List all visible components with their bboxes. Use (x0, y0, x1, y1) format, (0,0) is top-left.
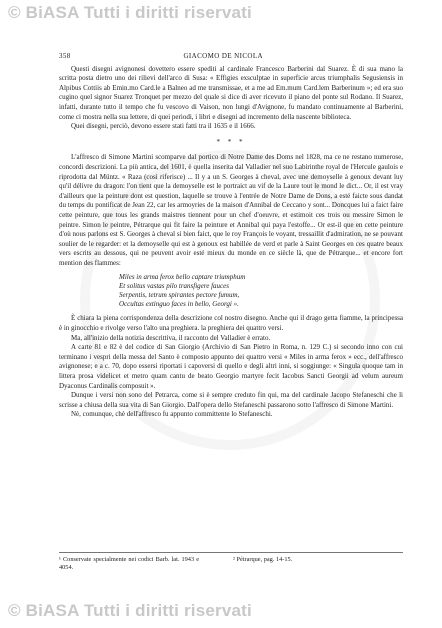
paragraph: L'affresco di Simone Martini scomparve dal portico di Notre Dame des Doms nel 1828, ma ce ne restano numerose, concordi descrizioni. La più antica, del 1601, è quella inserita dal Valladier nel suo Labirinthe royal de l'Hercule gaulois e riprodotta dal Müntz. « Raza (così riferisce) ... Il y a un S. Georges à cheval, avec une demoyselle à genoux devant luy qu'il délivre du dragon: l'on tient que la demoyselle est le portraict au vif de la Laure tout le mond le dict... Or, il est vray d'ailleurs que la peinture dont est question, laquelle se trouve à l'entrée de Notre Dame de Dons, a esté faicte sous dandat du temps du pontificat de Jean 22, car les armoyries de la maison d'Annibal de Ceccano y sont... Doncques lui a faict faire cette peinture, que tous les grands maistres tiennent pour un chef d'oeuvre, et estimoit ces trois ou messire Simon le peintre. Simon le peintre, Pétrarque qui fit faire la peinture et Annibal qui paya l'estoffe... Or est-il que en cette peinture d'où nous parlons est S. Georges à cheval si bien faict, que le roy François le voyant, tressaillit d'admiration, ne se pouvant soulier de le regarder: et la demoyselle qui est à genoux est habillée de verd et parle à Saint Georges en ces quatre beaux vers escrits au dessous, qui ne peuvent avoir esté mieux du monde en ce siècle là, que de Pétrarque... et encore fort mention des flammes: (59, 153, 403, 267)
page-header (59, 52, 403, 62)
verse-line: Et solitus vastas pilo transfigere fauces (119, 282, 229, 291)
verse-line: Serpentis, tetrum spirantes pectore fumum, (119, 291, 240, 300)
footnote: ¹ Conservate specialmente nei codici Barb. lat. 1943 e 4054. (59, 556, 199, 571)
verse-quote (119, 273, 403, 309)
page-number: 358 (59, 52, 71, 60)
book-page (59, 52, 403, 594)
paragraph: Nè, comunque, chè dell'affresco fu appunto committente lo Stefaneschi. (71, 410, 273, 419)
verse-line: Miles in arma ferox bello captare triumphum (119, 273, 246, 282)
paragraph: Questi disegni avignonesi dovettero essere spediti al cardinale Francesco Barberini dal Suarez. È di sua mano la scritta posta dietro uno dei rilievi dell'arco di Susa: « Effigies exsculptae in superficie arcus triumphalis Segusiensis in Alpibus Cottiis ab Emin.mo Card.le a Balneo ad me transmissae, et a me ad Em.mum Card.lem Barberinum »; ed era suo cugino quel signor Suarez Tronquet per mezzo del quale si dice di aver ricevuto il piano del ponte sul Rodano. Il Suarez, infatti, durante tutto il tempo che fu vescovo di Vaison, non lungi d'Avignone, fu mandato continuamente al Barberini, come ci mostra nella sua lettere, di quei periodi, i libri e disegni ad incremento della nascente biblioteca. (59, 64, 403, 121)
watermark-top: © BiASA Tutti i diritti riservati (8, 3, 252, 22)
paragraph: A carte 81 e 82 è del codice di San Giorgio (Archivio di San Pietro in Roma, n. 129 C.) si secondo inno con cui terminano i vespri della messa del Santo è composto appunto dei quattro versi « Miles in arma ferox » ecc., dell'affresco avignonese; e a c. 70, dopo essersi riportati i capoversi di quello e degli altri inni, si soggiunge: « Singula quoque tam in littera prosa videlicet et metro quam cantu de beato Georgio martyre fecit Iacobus Sancti Georgii ad velum aureum Dyaconus Cardinalis composuit ». (59, 343, 403, 390)
verse-line: Occultas extinguo faces in bello, Georgi ». (119, 300, 239, 309)
paragraph: Ma, all'inizio della notizia descrittiva, il racconto del Valladier è errato. (71, 333, 271, 342)
paragraph: Quei disegni, perciò, devono essere stati fatti tra il 1635 e il 1666. (71, 122, 256, 131)
footnote: ² Pétrarque, pag. 14-15. (233, 556, 293, 563)
section-separator: * * * (216, 137, 246, 146)
paragraph: È chiara la piena corrispondenza della descrizione col nostro disegno. Anche qui il drago getta fiamme, la principessa è in ginocchio e rivolge verso l'alto una preghiera. la preghiera dei quattro versi. (59, 314, 403, 333)
running-head: GIACOMO DE NICOLA (183, 52, 263, 60)
watermark-bottom: © BiASA Tutti i diritti riservati (8, 601, 252, 620)
paragraph: Dunque i versi non sono del Petrarca, come si è sempre creduto fin qui, ma del cardinale Jacopo Stefaneschi che li scrisse a chiusa della sua vita di San Giorgio. Dall'opera dello Stefaneschi passarono sotto l'affresco di Simone Martini. (59, 391, 403, 409)
footnotes (59, 552, 403, 572)
